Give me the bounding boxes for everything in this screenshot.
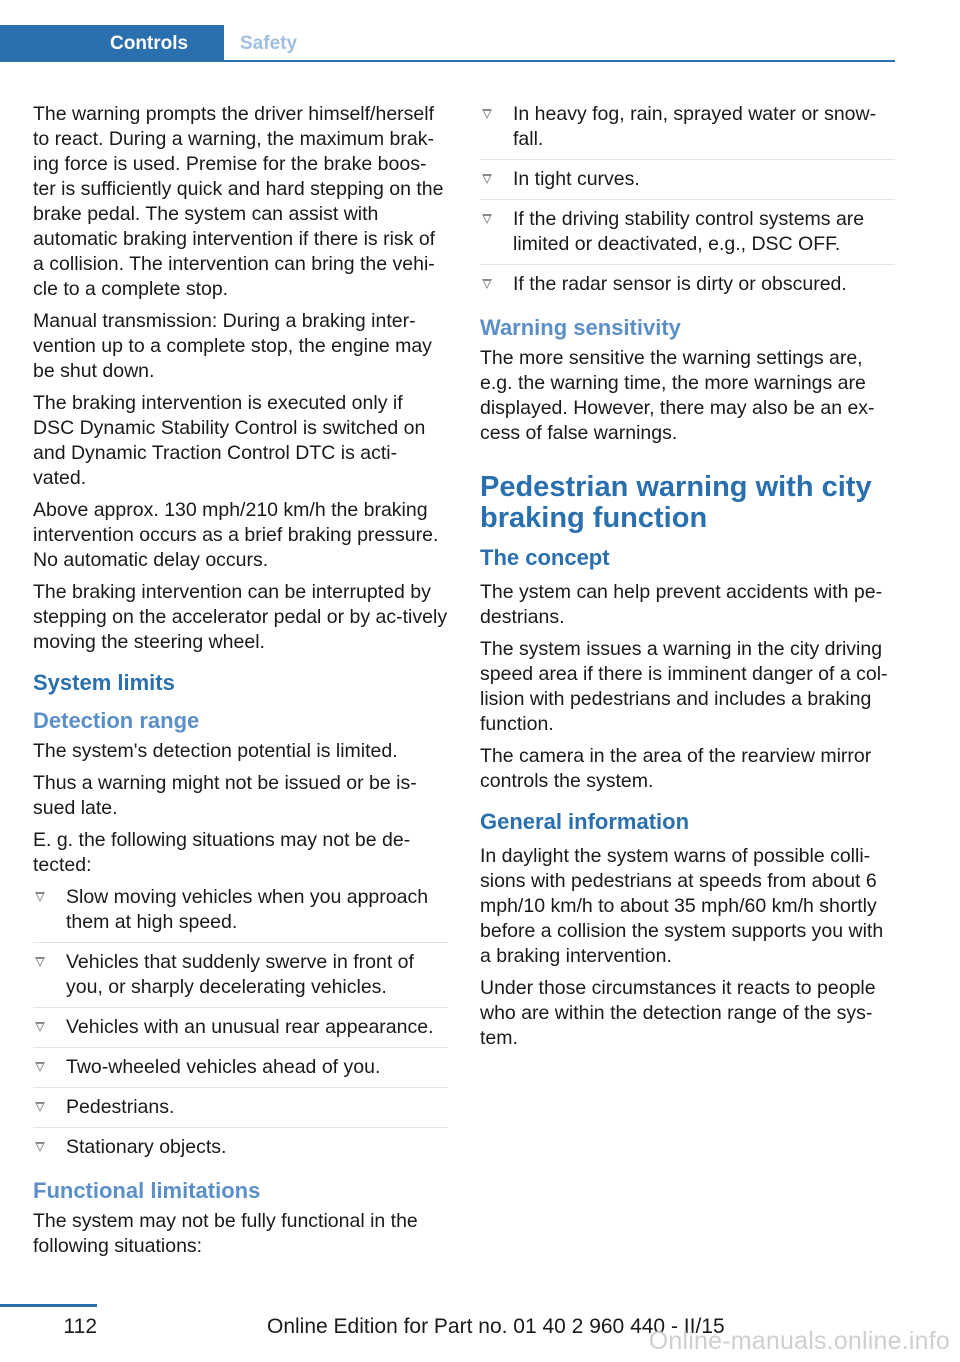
paragraph: Thus a warning might not be issued or be is-sued late. <box>33 772 417 819</box>
triangle-bullet-icon <box>35 1102 45 1112</box>
paragraph: E. g. the following situations may not be de-tected: <box>33 829 411 876</box>
triangle-bullet-icon <box>35 892 45 902</box>
paragraph: Manual transmission: During a braking inter-vention up to a complete stop, the engine may be shut down. <box>33 310 432 382</box>
triangle-bullet-icon <box>35 1062 45 1072</box>
list-item: Stationary objects. <box>33 1135 448 1167</box>
header-bar <box>0 25 895 62</box>
list-item: Vehicles with an unusual rear appearance. <box>33 1015 448 1048</box>
heading-general-information: General information <box>480 809 690 834</box>
triangle-bullet-icon <box>482 279 492 289</box>
heading-detection-range: Detection range <box>33 708 200 733</box>
triangle-bullet-icon <box>482 109 492 119</box>
tab-safety[interactable]: Safety <box>240 33 298 54</box>
right-column <box>480 102 895 1058</box>
bullet-list-detection <box>33 885 448 1167</box>
paragraph: The ystem can help prevent accidents with pe-destrians. <box>480 581 883 628</box>
list-item: Slow moving vehicles when you approach them at high speed. <box>33 885 448 943</box>
paragraph: The camera in the area of the rearview mirror controls the system. <box>480 745 872 792</box>
paragraph: In daylight the system warns of possible colli-sions with pedestrians at speeds from about 6 mph/10 km/h to about 35 mph/60 km/h shortly before a collision the system supports you with a braking intervention. <box>480 845 884 967</box>
paragraph: The system issues a warning in the city driving speed area if there is imminent danger of a col-lision with pedestrians and includes a braking function. <box>480 638 888 735</box>
triangle-bullet-icon <box>35 1022 45 1032</box>
list-item: If the driving stability control systems are limited or deactivated, e.g., DSC OFF. <box>480 207 895 265</box>
heading-functional-limitations: Functional limitations <box>33 1178 261 1203</box>
bullet-list-limitations <box>480 102 895 304</box>
watermark: Online-manuals.online.info <box>648 1327 950 1355</box>
list-item: Pedestrians. <box>33 1095 448 1128</box>
heading-warning-sensitivity: Warning sensitivity <box>480 315 681 340</box>
page-number: 112 <box>63 1315 97 1338</box>
triangle-bullet-icon <box>482 174 492 184</box>
left-column <box>33 102 448 1266</box>
paragraph: The system may not be fully functional in the following situations: <box>33 1210 418 1257</box>
paragraph: Under those circumstances it reacts to people who are within the detection range of the sys-tem. <box>480 977 876 1049</box>
paragraph: The more sensitive the warning settings are, e.g. the warning time, the more warnings are displayed. However, there may also be an ex-cess of false warnings. <box>480 347 875 444</box>
paragraph: The system's detection potential is limited. <box>33 740 398 762</box>
list-item: In heavy fog, rain, sprayed water or snow-fall. <box>480 102 895 160</box>
paragraph: The braking intervention can be interrupted by stepping on the accelerator pedal or by ac-tively moving the steering wheel. <box>33 581 448 653</box>
list-item: Two-wheeled vehicles ahead of you. <box>33 1055 448 1088</box>
tab-controls[interactable]: Controls <box>0 25 224 62</box>
triangle-bullet-icon <box>482 214 492 224</box>
paragraph: Above approx. 130 mph/210 km/h the braking intervention occurs as a brief braking pressure. No automatic delay occurs. <box>33 499 439 571</box>
triangle-bullet-icon <box>35 957 45 967</box>
heading-concept: The concept <box>480 545 610 570</box>
page-number-rule <box>0 1304 97 1307</box>
paragraph: The braking intervention is executed only if DSC Dynamic Stability Control is switched on and Dynamic Traction Control DTC is acti-vated. <box>33 392 426 489</box>
heading-pedestrian-warning: Pedestrian warning with city braking function <box>480 471 872 534</box>
paragraph: The warning prompts the driver himself/herself to react. During a warning, the maximum brak-ing force is used. Premise for the brake boos-ter is sufficiently quick and hard stepping on the brake pedal. The system can assist with automatic braking intervention if there is risk of a collision. The intervention can bring the vehi-cle to a complete stop. <box>33 103 444 300</box>
triangle-bullet-icon <box>35 1142 45 1152</box>
edition-text: Online Edition for Part no. 01 40 2 960 440 - II/15 <box>267 1315 725 1338</box>
heading-system-limits: System limits <box>33 670 175 695</box>
header-divider <box>0 60 895 62</box>
list-item: If the radar sensor is dirty or obscured. <box>480 272 895 304</box>
list-item: Vehicles that suddenly swerve in front of you, or sharply decelerating vehicles. <box>33 950 448 1008</box>
list-item: In tight curves. <box>480 167 895 200</box>
